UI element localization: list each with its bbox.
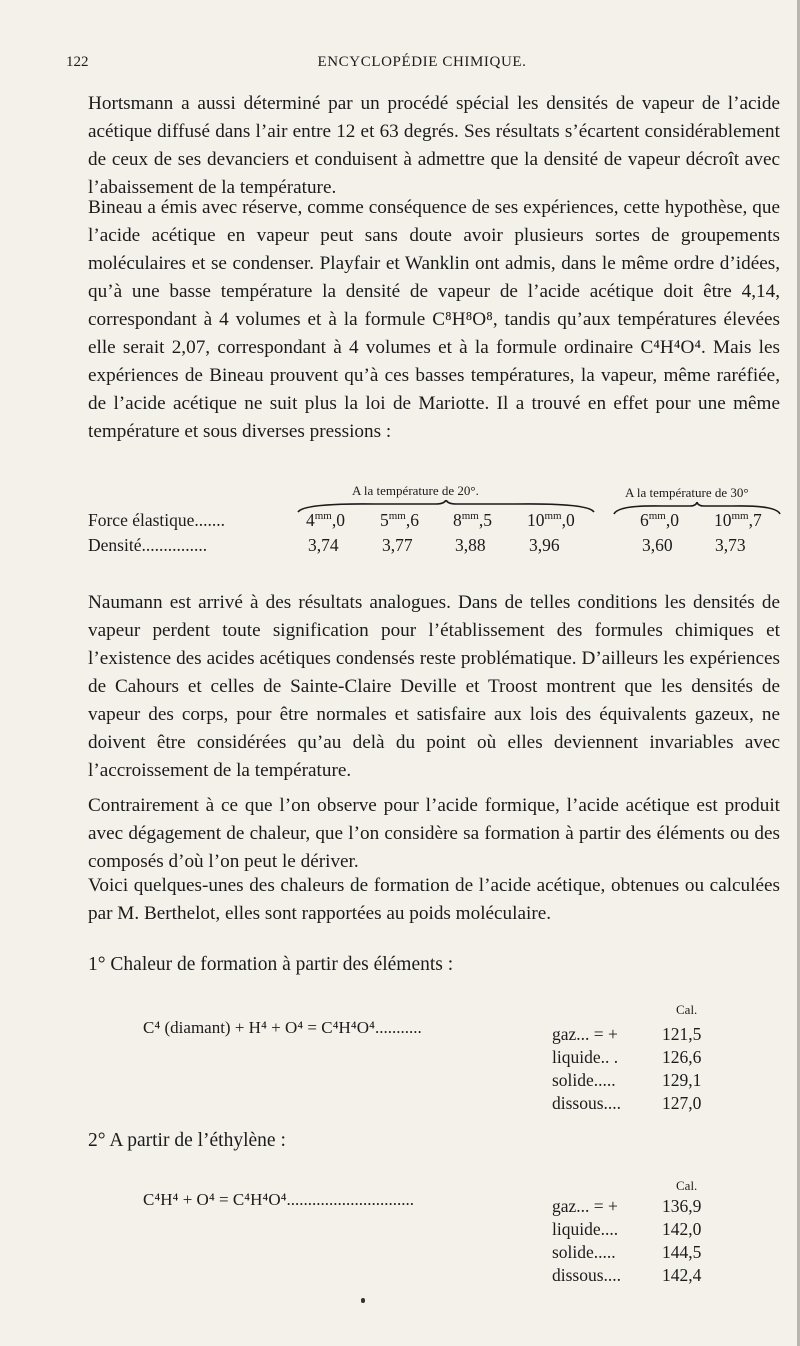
table-cell: $10^{mm},7$	[714, 510, 762, 530]
paragraph-bineau	[88, 194, 780, 446]
paragraph-hortsmann	[88, 90, 780, 202]
state-label: liquide....	[552, 1219, 619, 1239]
table-cell: $10^{mm},0$	[527, 510, 575, 530]
paragraph-berthelot	[88, 872, 780, 928]
equation: C⁴H⁴ + O⁴ = C⁴H⁴O⁴..............................	[143, 1190, 415, 1209]
running-header	[66, 54, 778, 78]
table-cell: 3,77	[382, 535, 413, 555]
text-run: Bineau a émis avec réserve, comme conséquence de ses expériences, cette hypothèse, que l’acide acétique en vapeur peut sans doute avoir plusieurs sortes de groupements moléculaires et se condenser. Playfair et Wanklin ont admis, dans le même ordre d’idées, qu’à une basse température la densité de vapeur de l’acide acétique doit être 4,14, correspondant à 4 volumes et à la formule	[88, 197, 780, 330]
table-cell: 3,74	[308, 535, 339, 555]
equation: C⁴ (diamant) + H⁴ + O⁴ = C⁴H⁴O⁴...........	[143, 1018, 422, 1037]
heat-value: 129,1	[662, 1070, 702, 1090]
heat-value: 142,4	[662, 1265, 702, 1285]
unit-superscript: mm	[461, 510, 479, 523]
table-cell: $4^{mm},0$	[306, 510, 345, 530]
running-title: ENCYCLOPÉDIE CHIMIQUE.	[317, 54, 527, 70]
paragraph-text: Hortsmann a aussi déterminé par un procédé spécial les densités de vapeur de l’acide acétique diffusé dans l’air entre 12 et 63 degrés. Ses résultats s’écartent considérablement de ceux de ses devanciers et conduisent à admettre que la densité de vapeur décroît avec l’abaissement de la température.	[88, 93, 780, 198]
heat-value: 121,5	[662, 1024, 702, 1044]
state-label: dissous....	[552, 1093, 622, 1113]
paragraph-contrairement	[88, 792, 780, 876]
state-label: dissous....	[552, 1265, 622, 1285]
heat-value: 136,9	[662, 1196, 702, 1216]
table-cell: $8^{mm},5$	[453, 510, 492, 530]
paragraph-text: Naumann est arrivé à des résultats analogues. Dans de telles conditions les densités de vapeur perdent toute signification pour l’établissement des formules chimiques et l’existence des acides acétiques condensés reste problématique. D’ailleurs les expériences de Cahours et celles de Sainte-Claire Deville et Troost montrent que les densités de vapeur des corps, pour être normales et satisfaire aux lois des équivalents gazeux, ne doivent être considérées qu’au delà du point où elles deviennent invariables avec l’accroissement de la température.	[88, 592, 780, 781]
heat-value: 144,5	[662, 1242, 702, 1262]
unit-superscript: mm	[648, 510, 666, 523]
table-group-title: A la température de 30°	[625, 485, 749, 500]
table-cell: 3,88	[455, 535, 486, 555]
heat-value: 142,0	[662, 1219, 702, 1239]
state-label: gaz... = +	[552, 1196, 618, 1216]
table-row-label: Densité...............	[88, 535, 208, 555]
unit-superscript: mm	[544, 510, 562, 523]
table-cell: 3,96	[529, 535, 560, 555]
table-cell: 3,73	[715, 535, 746, 555]
text-run: , tandis qu’aux températures élevées elle serait 2,07, correspondant à 4 volumes et à la formule ordinaire	[88, 309, 780, 358]
table-cell: $6^{mm},0$	[640, 510, 679, 530]
table-cell: $5^{mm},6$	[380, 510, 419, 530]
state-label: solide.....	[552, 1242, 616, 1262]
heat-value: 126,6	[662, 1047, 702, 1067]
table-group-title: A la température de 20°.	[352, 483, 479, 498]
page-number: 122	[66, 54, 89, 70]
paragraph-text	[88, 194, 780, 446]
section-title: 2° A partir de l’éthylène :	[88, 1130, 286, 1151]
paragraph-text: Contrairement à ce que l’on observe pour l’acide formique, l’acide acétique est produit avec dégagement de chaleur, que l’on considère sa formation à partir des éléments ou des composés d’où l’on peut le dériver.	[88, 795, 780, 872]
text-run: . Mais les expériences de Bineau prouvent qu’à ces basses températures, la vapeur, même raréfiée, de l’acide acétique ne suit plus la loi de Mariotte. Il a trouvé en effet pour une même température et sous diverses pressions :	[88, 337, 780, 442]
unit-superscript: mm	[388, 510, 406, 523]
paragraph-naumann	[88, 589, 780, 785]
heat-value: 127,0	[662, 1093, 702, 1113]
table-row-label: Force élastique.......	[88, 510, 226, 530]
section-title: 1° Chaleur de formation à partir des éléments :	[88, 954, 454, 975]
unit-superscript: mm	[314, 510, 332, 523]
ink-dot	[361, 1298, 365, 1303]
state-label: gaz... = +	[552, 1024, 618, 1044]
state-label: solide.....	[552, 1070, 616, 1090]
formula: C⁴H⁴O⁴	[640, 337, 702, 358]
unit-label: Cal.	[676, 1002, 698, 1017]
unit-label: Cal.	[676, 1178, 698, 1193]
state-label: liquide.. .	[552, 1047, 619, 1067]
formula: C⁸H⁸O⁸	[432, 309, 493, 330]
unit-superscript: mm	[731, 510, 749, 523]
table-cell: 3,60	[642, 535, 673, 555]
paragraph-text: Voici quelques-unes des chaleurs de formation de l’acide acétique, obtenues ou calculées par M. Berthelot, elles sont rapportées au poids moléculaire.	[88, 875, 780, 924]
